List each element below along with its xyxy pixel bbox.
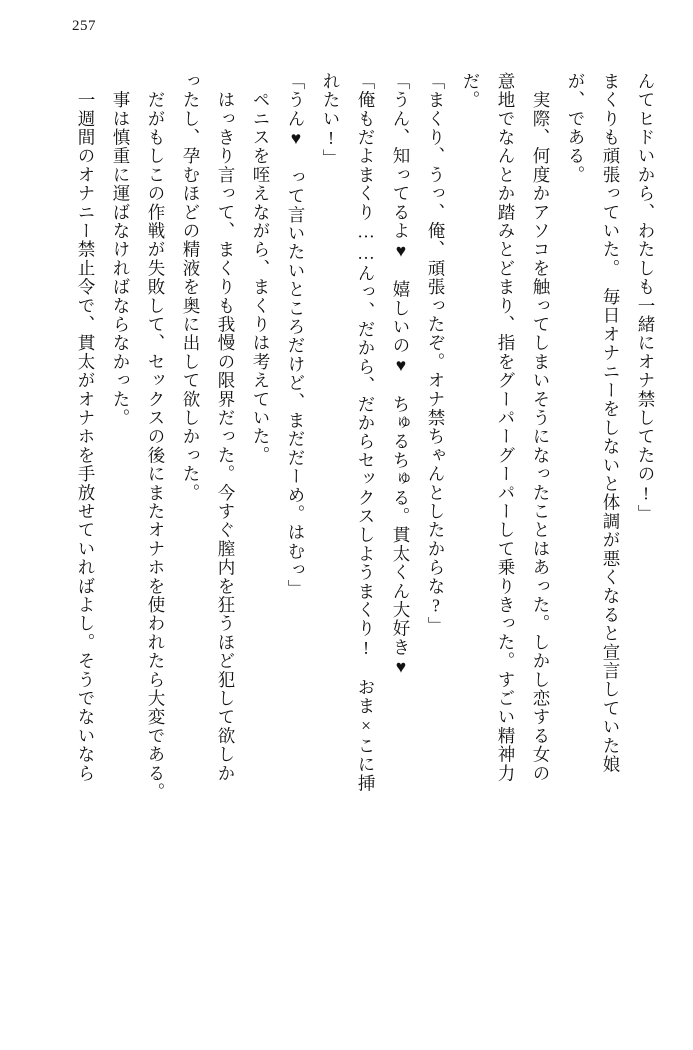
vertical-text-block <box>40 72 663 1032</box>
text-column: 実際、何度かアソコを触ってしまいそうになったことはあった。しかし恋する女の <box>531 72 551 783</box>
text-column: 意地でなんとか踏みとどまり、指をグーパーグーパーして乗りきった。すごい精神力 <box>496 72 516 783</box>
text-column: まくりも頑張っていた。 毎日オナニーをしないと体調が悪くなると宣言していた娘 <box>601 72 621 774</box>
text-column: ったし、孕むほどの精液を奥に出して欲しかった。 <box>181 72 201 503</box>
text-column: だがもしこの作戦が失敗して、セックスの後にまたオナホを使われたら大変である。 <box>146 72 166 802</box>
page-number: 257 <box>72 18 96 34</box>
text-column: 一週間のオナニー禁止令で、貫太がオナホを手放せていればよし。そうでないなら <box>76 72 96 783</box>
text-column: が、である。 <box>566 72 586 185</box>
text-column: 「まくり、うっ、俺、頑張ったぞ。オナ禁ちゃんとしたからな?」 <box>426 72 446 636</box>
text-column: ペニスを咥えながら、まくりは考えていた。 <box>251 72 271 465</box>
text-column: 「俺もだよまくり……んっ、だから、だからセックスしようまくり! おま×こに挿 <box>356 72 376 793</box>
text-column: れたい!」 <box>321 72 341 168</box>
text-column: はっきり言って、まくりも我慢の限界だった。今すぐ膣内を狂うほど犯して欲しか <box>216 72 236 783</box>
text-column: だ。 <box>461 72 481 110</box>
text-column: 「うん、知ってるよ♥ 嬉しいの♥ ちゅるちゅる。貫太くん大好き♥ <box>391 72 411 678</box>
text-column: 事は慎重に運ばなければならなかった。 <box>111 72 131 428</box>
text-column: 「うん♥ って言いたいところだけど、まだだーめ。はむっ」 <box>286 72 306 599</box>
text-column: んてヒドいから、わたしも一緒にオナ禁してたの!」 <box>636 72 656 524</box>
